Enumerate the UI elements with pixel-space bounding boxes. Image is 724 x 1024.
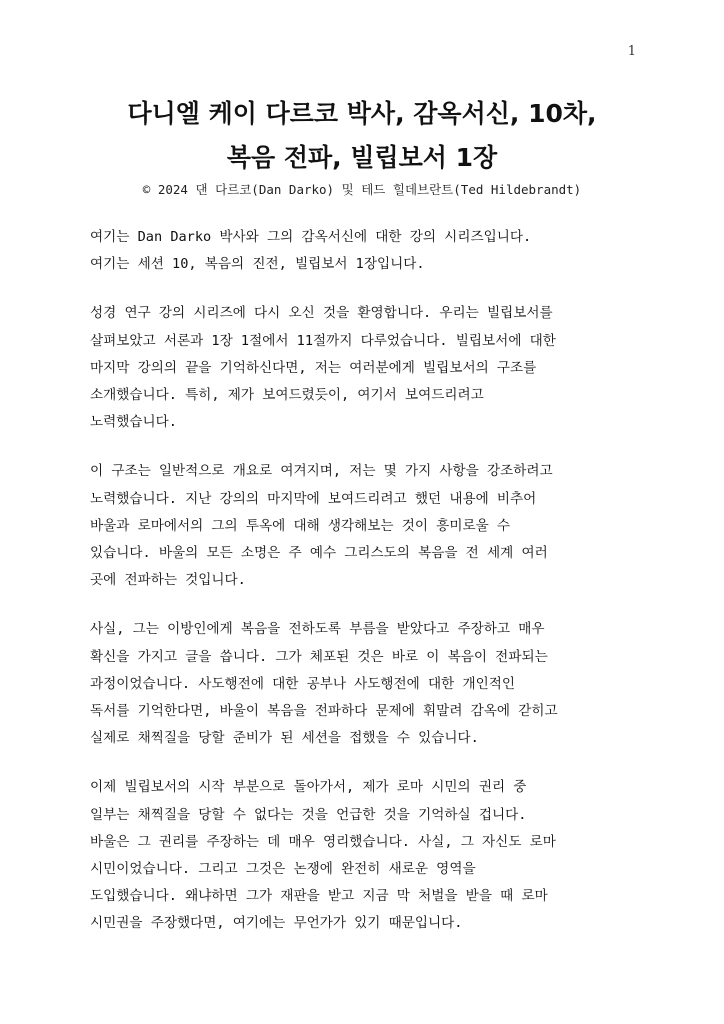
- text-line: 노력했습니다.: [90, 414, 177, 431]
- text-line: 이 구조는 일반적으로 개요로 여겨지며, 저는 몇 가지 사항을 강조하려고: [90, 463, 553, 480]
- body-text: [90, 224, 650, 960]
- text-line: 일부는 채찍질을 당할 수 없다는 것을 언급한 것을 기억하실 겁니다.: [90, 806, 527, 823]
- text-line: 살펴보았고 서론과 1장 1절에서 11절까지 다루었습니다. 빌립보서에 대한: [90, 332, 556, 349]
- page-number: 1: [627, 44, 636, 59]
- paragraph-4: [90, 616, 650, 752]
- text-line: 마지막 강의의 끝을 기억하신다면, 저는 여러분에게 빌립보서의 구조를: [90, 359, 537, 376]
- text-line: 여기는 Dan Darko 박사와 그의 감옥서신에 대한 강의 시리즈입니다.: [90, 229, 532, 245]
- text-line: 여기는 세션 10, 복음의 진전, 빌립보서 1장입니다.: [90, 256, 425, 273]
- text-line: 확신을 가지고 글을 씁니다. 그가 체포된 것은 바로 이 복음이 전파되는: [90, 648, 548, 665]
- copyright-line: © 2024 댄 다르코(Dan Darko) 및 테드 힐데브란트(Ted Hildebrandt): [142, 182, 582, 197]
- title-line-2: 복음 전파, 빌립보서 1장: [226, 143, 498, 172]
- text-line: 성경 연구 강의 시리즈에 다시 오신 것을 환영합니다. 우리는 빌립보서를: [90, 305, 553, 322]
- text-line: 바울과 로마에서의 그의 투옥에 대해 생각해보는 것이 흥미로울 수: [90, 517, 511, 534]
- text-line: 실제로 채찍질을 당할 준비가 된 세션을 접했을 수 있습니다.: [90, 730, 479, 747]
- text-line: 시민이었습니다. 그리고 그것은 논쟁에 완전히 새로운 영역을: [90, 861, 476, 878]
- paragraph-5: [90, 774, 650, 937]
- document-title: [60, 92, 664, 180]
- text-line: 시민권을 주장했다면, 여기에는 무언가가 있기 때문입니다.: [90, 915, 463, 932]
- paragraph-1: [90, 224, 650, 278]
- text-line: 노력했습니다. 지난 강의의 마지막에 보여드리려고 했던 내용에 비추어: [90, 490, 537, 507]
- paragraph-3: [90, 458, 650, 594]
- paragraph-2: [90, 300, 650, 436]
- text-line: 사실, 그는 이방인에게 복음을 전하도록 부름을 받았다고 주장하고 매우: [90, 621, 545, 638]
- text-line: 과정이었습니다. 사도행전에 대한 공부나 사도행전에 대한 개인적인: [90, 675, 515, 692]
- text-line: 이제 빌립보서의 시작 부분으로 돌아가서, 제가 로마 시민의 권리 중: [90, 779, 527, 796]
- text-line: 바울은 그 권리를 주장하는 데 매우 영리했습니다. 사실, 그 자신도 로마: [90, 833, 556, 850]
- text-line: 곳에 전파하는 것입니다.: [90, 572, 246, 589]
- text-line: 있습니다. 바울의 모든 소명은 주 예수 그리스도의 복음을 전 세계 여러: [90, 545, 548, 562]
- title-line-1: 다니엘 케이 다르코 박사, 감옥서신, 10차,: [127, 99, 597, 128]
- text-line: 독서를 기억한다면, 바울이 복음을 전파하다 문제에 휘말려 감옥에 갇히고: [90, 703, 558, 720]
- text-line: 도입했습니다. 왜냐하면 그가 재판을 받고 지금 막 처벌을 받을 때 로마: [90, 888, 548, 905]
- text-line: 소개했습니다. 특히, 제가 보여드렸듯이, 여기서 보여드리려고: [90, 387, 484, 404]
